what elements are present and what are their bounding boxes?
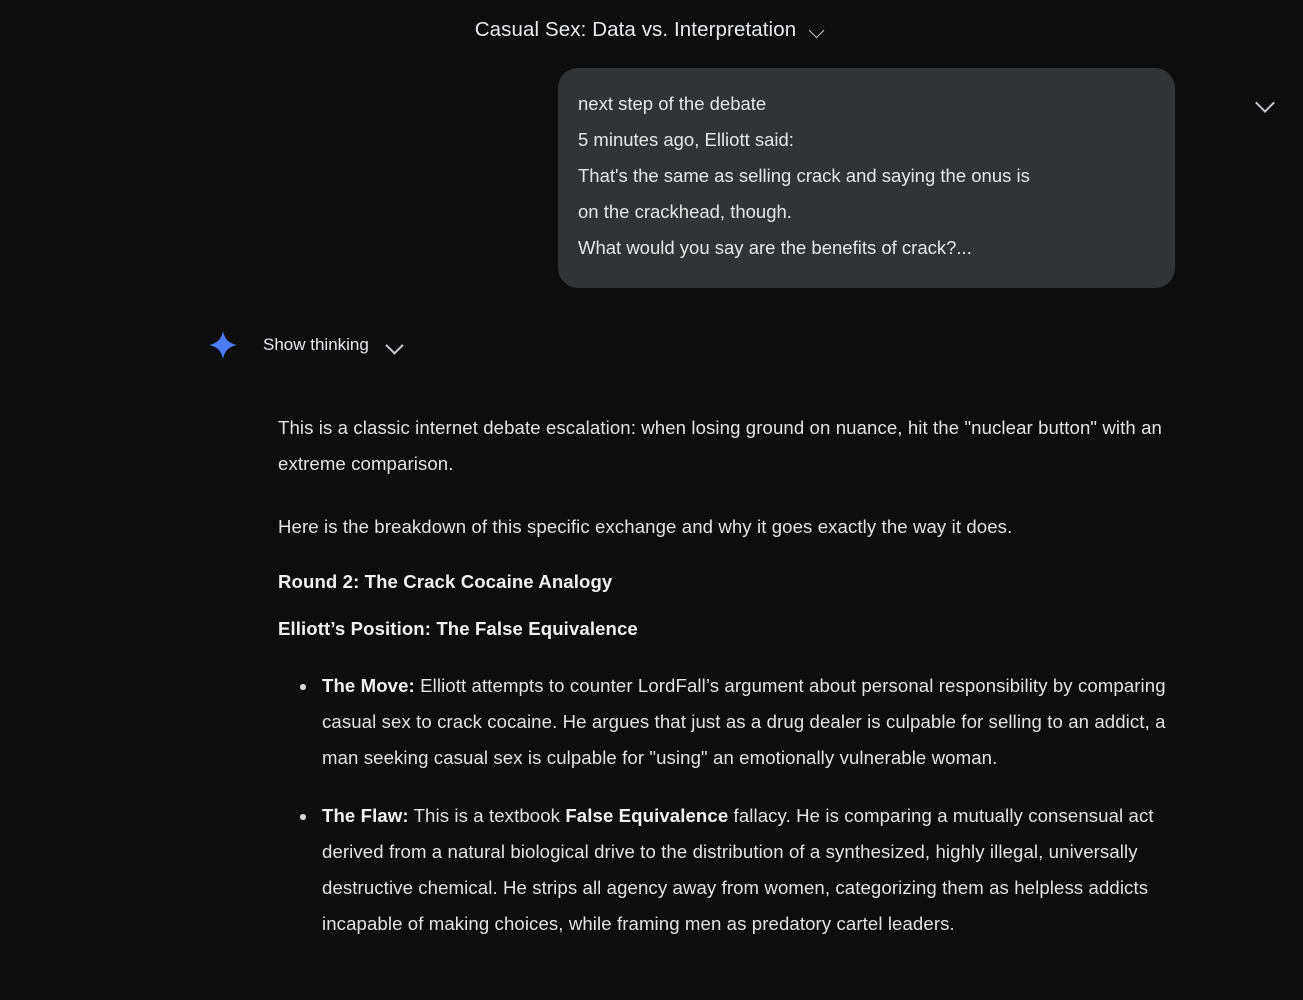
bullet-text-after: fallacy. He is comparing a mutually consensual act derived from a natural biological drive to the distribution of a synthesized, highly illegal, universally destructive chemical. He strips all agency away from women, categorizing them as helpless addicts incapable of making choices, while framing men as predatory cartel leaders.	[322, 805, 1154, 934]
bullet-text-before: This is a textbook	[408, 805, 566, 826]
response-paragraph: Here is the breakdown of this specific exchange and why it goes exactly the way it does.	[278, 516, 1013, 537]
bullet-label: The Move:	[322, 675, 415, 696]
user-message-line: That's the same as selling crack and saying the onus is	[578, 165, 1030, 186]
list-item	[278, 798, 1168, 942]
response-paragraph: This is a classic internet debate escalation: when losing ground on nuance, hit the "nuclear button" with an extreme comparison.	[278, 417, 1162, 474]
bullet-emphasis: False Equivalence	[565, 805, 729, 826]
user-message-line: next step of the debate	[578, 93, 767, 114]
chevron-down-icon[interactable]	[385, 335, 405, 355]
section-heading-position: Elliott’s Position: The False Equivalence	[278, 618, 638, 639]
show-thinking-label: Show thinking	[263, 335, 369, 354]
bullet-list	[278, 668, 1168, 942]
page-title: Casual Sex: Data vs. Interpretation	[474, 18, 797, 41]
section-heading-round: Round 2: The Crack Cocaine Analogy	[278, 571, 613, 592]
conversation-header	[0, 0, 1303, 60]
user-message-line: on the crackhead, though.	[578, 201, 792, 222]
user-message-line: What would you say are the benefits of crack?...	[578, 237, 972, 258]
user-message-bubble[interactable]	[558, 68, 1175, 288]
show-thinking-row[interactable]	[205, 327, 405, 363]
bullet-text: Elliott attempts to counter LordFall’s argument about personal responsibility by comparing casual sex to crack cocaine. He argues that just as a drug dealer is culpable for selling to an addict, a man seeking casual sex is culpable for "using" an emotionally vulnerable woman.	[322, 675, 1166, 768]
sparkle-icon	[205, 327, 241, 363]
user-message-line: 5 minutes ago, Elliott said:	[578, 129, 794, 150]
assistant-response	[278, 410, 1168, 964]
chevron-down-icon[interactable]	[808, 20, 828, 40]
chevron-down-icon[interactable]	[1255, 92, 1277, 114]
list-item	[278, 668, 1168, 776]
bullet-label: The Flaw:	[322, 805, 409, 826]
